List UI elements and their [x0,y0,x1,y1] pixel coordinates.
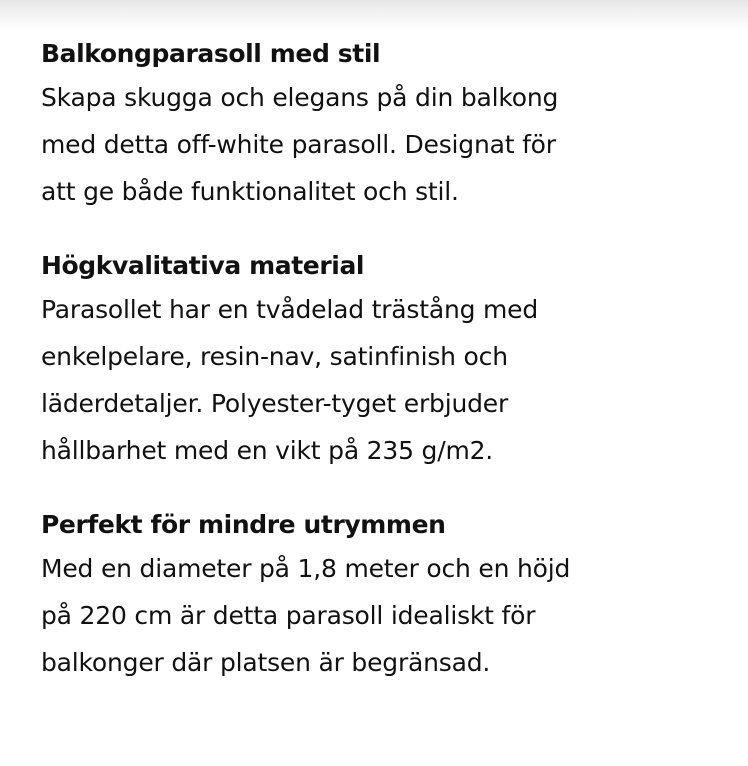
section-heading: Högkvalitativa material [41,251,365,280]
section-body [41,545,731,686]
body-line: Parasollet har en tvådelad trästång med [41,295,539,324]
section-heading: Perfekt för mindre utrymmen [41,510,446,539]
section-heading: Balkongparasoll med stil [41,39,381,68]
body-line: på 220 cm är detta parasoll idealiskt för [41,601,536,630]
body-line: Med en diameter på 1,8 meter och en höjd [41,554,571,583]
top-shadow [0,0,748,30]
section-balkongparasoll [41,34,731,215]
body-line: läderdetaljer. Polyester-tyget erbjuder [41,389,509,418]
body-line: Skapa skugga och elegans på din balkong [41,83,559,112]
section-material [41,246,731,474]
body-line: balkonger där platsen är begränsad. [41,648,491,677]
section-utrymmen [41,505,731,686]
product-description [41,34,731,686]
body-line: hållbarhet med en vikt på 235 g/m2. [41,436,494,465]
body-line: att ge både funktionalitet och stil. [41,177,459,206]
body-line: enkelpelare, resin-nav, satinfinish och [41,342,508,371]
section-body [41,74,731,215]
section-body [41,286,731,474]
body-line: med detta off-white parasoll. Designat för [41,130,556,159]
